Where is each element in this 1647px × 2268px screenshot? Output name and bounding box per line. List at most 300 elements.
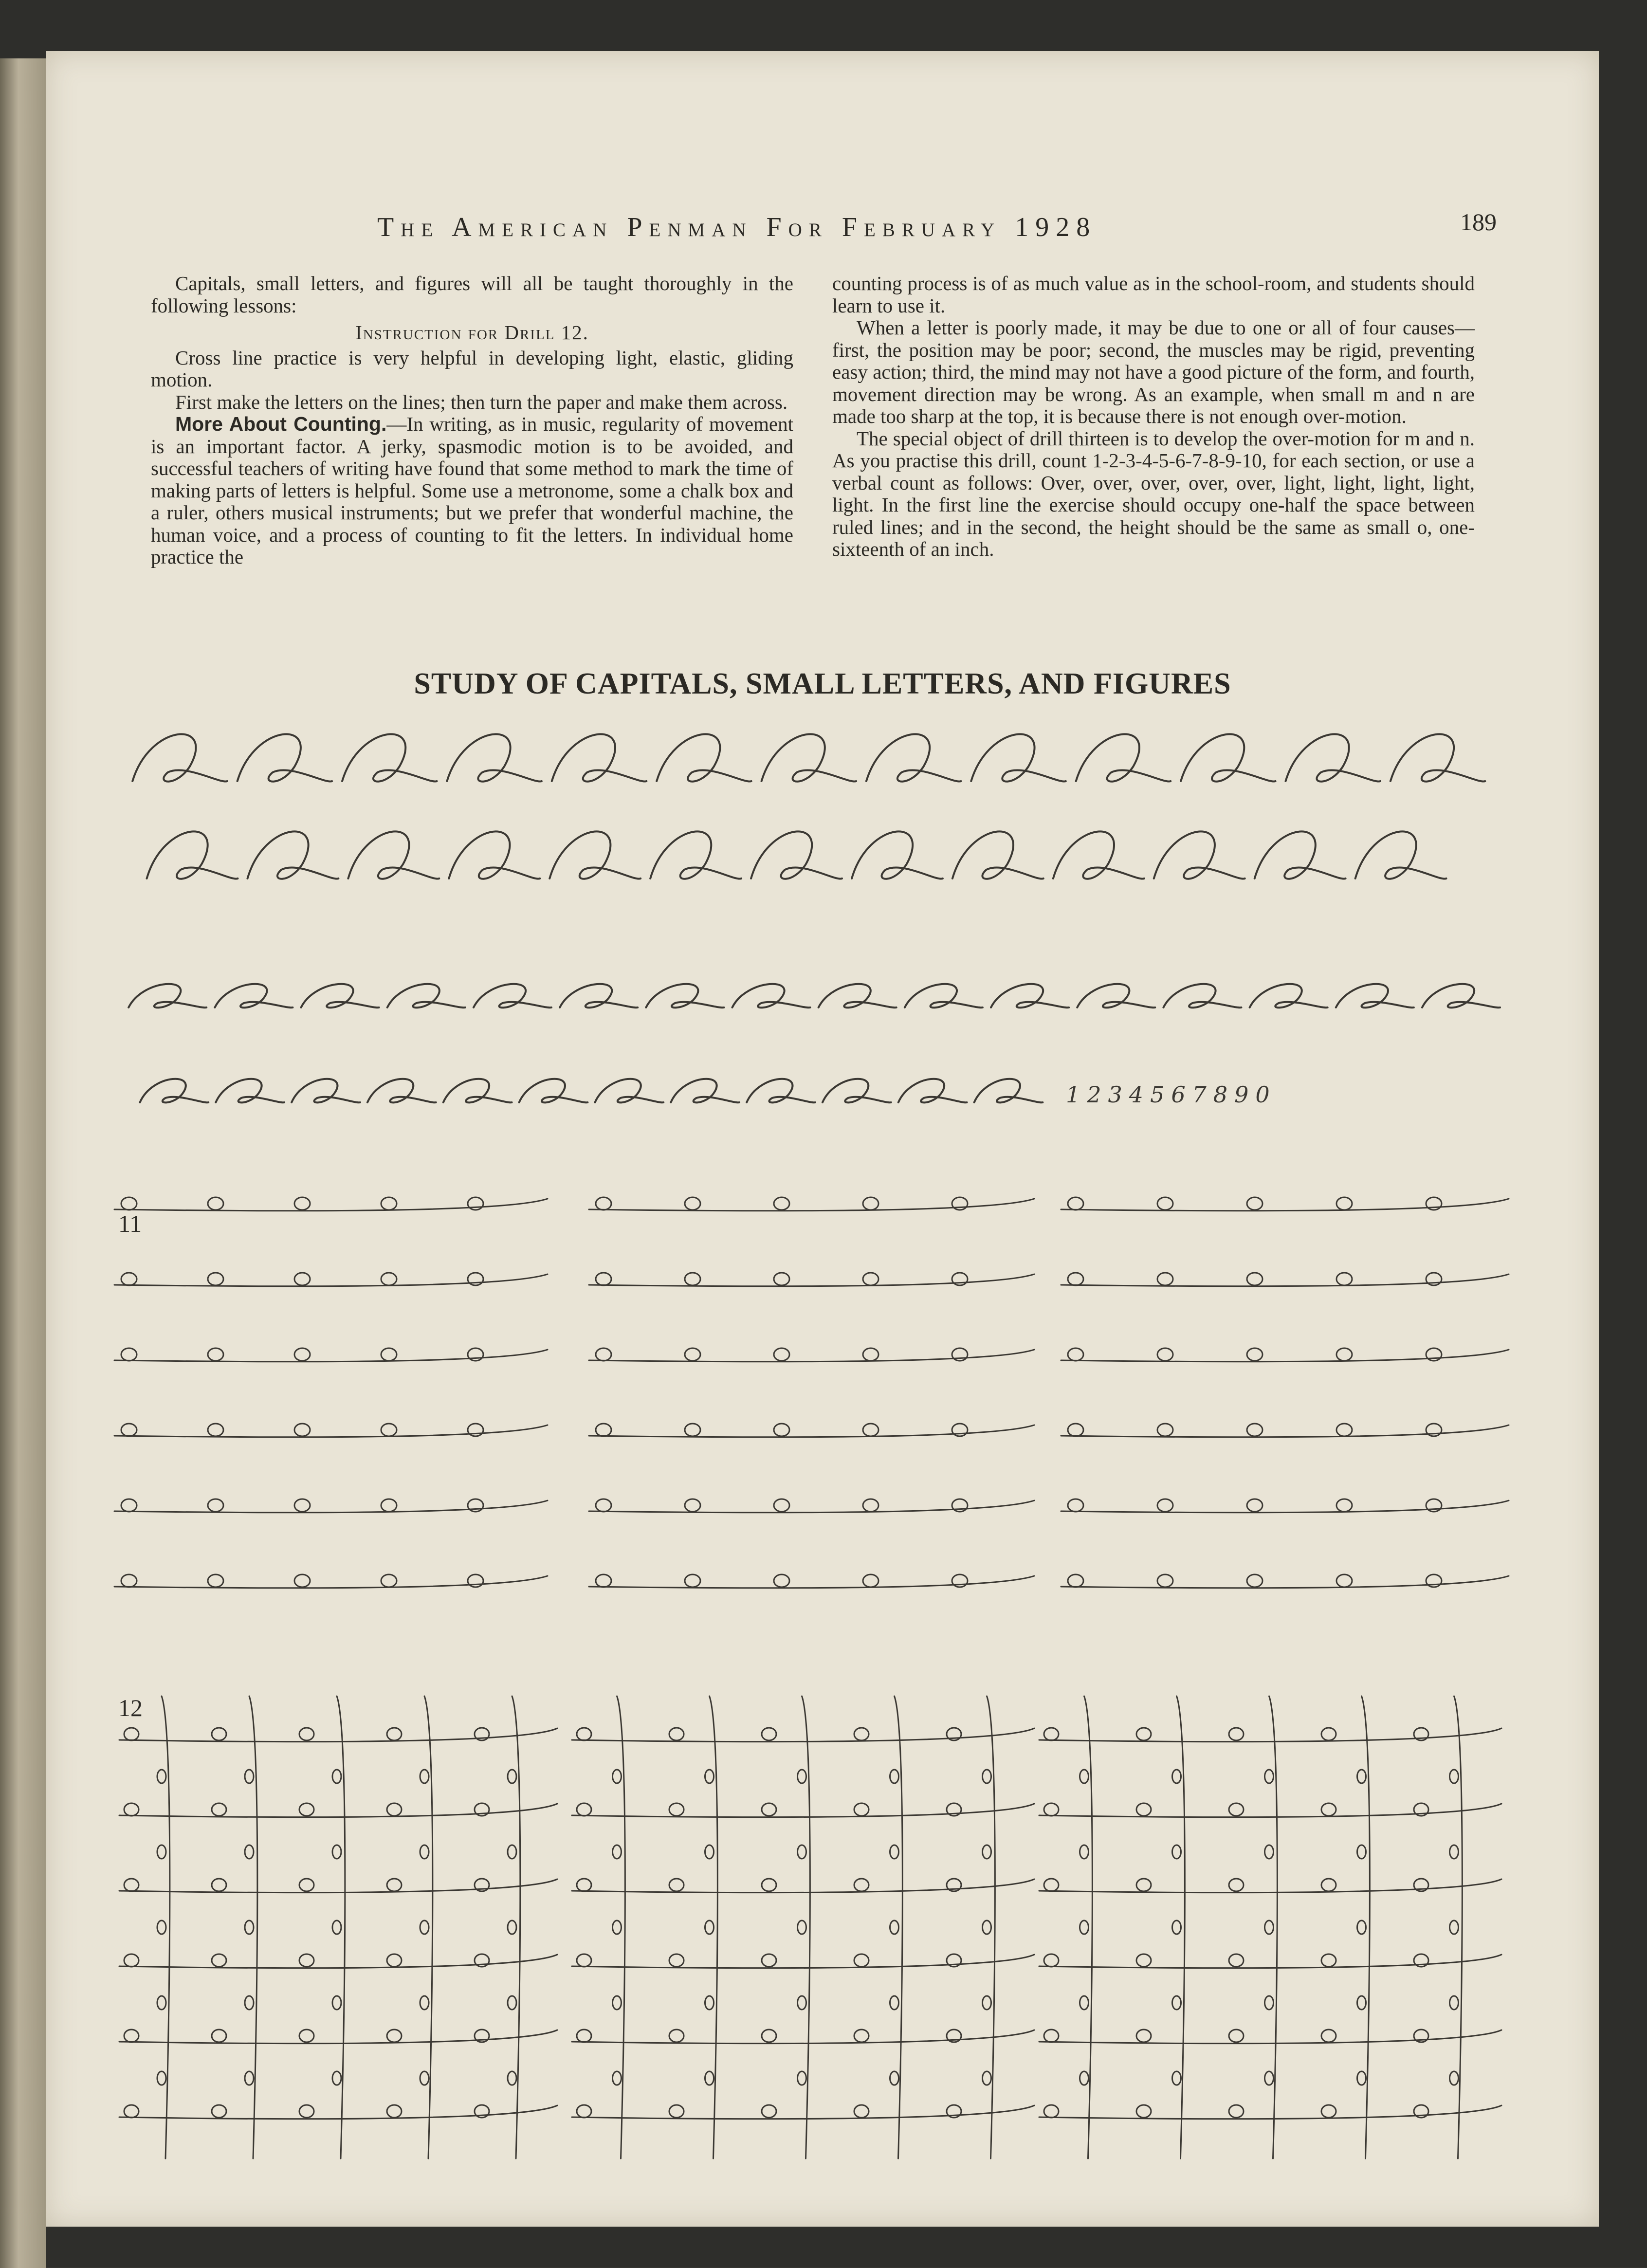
small-o-letter (774, 1273, 789, 1285)
small-o-letter (762, 1954, 776, 1967)
figures-row: 1234567890 (1066, 1081, 1277, 1108)
small-o-letter (208, 1348, 223, 1361)
horizontal-stroke (1039, 2030, 1501, 2044)
small-o-letter (1229, 1954, 1244, 1967)
script-row-capitals_2 (147, 831, 1446, 878)
small-o-letter (863, 1273, 878, 1285)
small-o-letter (1229, 1728, 1244, 1740)
small-o-letter (685, 1499, 700, 1512)
small-o-letter (685, 1424, 700, 1436)
small-o-letter (1044, 1803, 1059, 1816)
vertical-loop (508, 1996, 516, 2010)
vertical-loop (1450, 2071, 1459, 2085)
script-glyph-N (147, 831, 238, 878)
small-o-letter (1136, 2105, 1151, 2118)
small-o-letter (1247, 1499, 1263, 1512)
small-o-letter (1157, 1499, 1173, 1512)
small-o-letter (299, 1954, 314, 1967)
script-glyph-q (140, 1079, 208, 1103)
vertical-loop (245, 1996, 254, 2010)
small-o-letter (596, 1348, 611, 1361)
small-o-letter (854, 1954, 869, 1967)
small-o-letter (212, 1803, 226, 1816)
drill11-line (1061, 1273, 1509, 1286)
small-o-letter (381, 1197, 397, 1210)
script-glyph-Y (1255, 831, 1346, 878)
vertical-loop (1265, 1845, 1274, 1859)
script-glyph-g (646, 984, 724, 1008)
script-glyph-l (1077, 984, 1155, 1008)
paragraph: When a letter is poorly made, it may be due to one or all of four causes—first, the position may be poor; second, the muscles may be rigid, preventing easy action; third, the mind may not have a good picture of the form, and fourth, movement direction may be wrong. As an example, when small m and n are made too sharp at the top, it is because there is not enough over-motion. (832, 316, 1475, 427)
small-o-letter (212, 1879, 226, 1891)
vertical-loop (1172, 1920, 1181, 1934)
vertical-loop (1172, 2071, 1181, 2085)
small-o-letter (1321, 2030, 1336, 2042)
small-o-letter (1136, 1728, 1151, 1740)
small-o-letter (208, 1273, 223, 1285)
small-o-letter (596, 1499, 611, 1512)
small-o-letter (1229, 1879, 1244, 1891)
vertical-loop (613, 2071, 622, 2085)
vertical-loop (157, 1920, 166, 1934)
small-o-letter (774, 1499, 789, 1512)
small-o-letter (685, 1197, 700, 1210)
script-glyph-F (657, 734, 751, 781)
drill11-line (589, 1424, 1034, 1437)
small-o-letter (774, 1348, 789, 1361)
vertical-loop (1172, 1996, 1181, 2010)
vertical-loop (1265, 1920, 1274, 1934)
horizontal-stroke (119, 2030, 557, 2044)
vertical-loop (245, 2071, 254, 2085)
script-glyph-M (1391, 734, 1485, 781)
small-o-letter (1136, 2030, 1151, 2042)
small-o-letter (121, 1499, 137, 1512)
section-title: STUDY OF CAPITALS, SMALL LETTERS, AND FIGURES (414, 667, 1231, 700)
vertical-loop (798, 1845, 806, 1859)
script-glyph-k (991, 984, 1069, 1008)
small-o-letter (294, 1574, 310, 1587)
small-o-letter (685, 1574, 700, 1587)
script-glyph-h (732, 984, 810, 1008)
small-o-letter (387, 1803, 402, 1816)
small-o-letter (1044, 2030, 1059, 2042)
small-o-letter (854, 1803, 869, 1816)
drill11-line (1061, 1348, 1509, 1362)
script-glyph-U (852, 831, 943, 878)
small-o-letter (1068, 1499, 1083, 1512)
small-o-letter (596, 1197, 611, 1210)
vertical-loop (332, 1996, 341, 2010)
small-o-letter (387, 2030, 402, 2042)
small-o-letter (762, 1879, 776, 1891)
vertical-loop (332, 1770, 341, 1783)
small-o-letter (669, 1879, 684, 1891)
small-o-letter (1336, 1574, 1352, 1587)
script-glyph-T (751, 831, 842, 878)
vertical-loop (705, 1920, 714, 1934)
vertical-loop (613, 1920, 622, 1934)
small-o-letter (381, 1424, 397, 1436)
script-glyph-s (367, 1079, 436, 1103)
script-glyph-b (215, 984, 293, 1008)
small-o-letter (294, 1273, 310, 1285)
penmanship-illustration (46, 51, 1599, 2227)
drill11-line (589, 1273, 1034, 1286)
vertical-loop (1265, 2071, 1274, 2085)
horizontal-stroke (572, 1728, 1034, 1742)
small-o-letter (468, 1348, 483, 1361)
vertical-loop (1172, 1845, 1181, 1859)
script-row-small_1 (128, 984, 1500, 1008)
small-o-letter (1336, 1499, 1352, 1512)
script-glyph-c (301, 984, 379, 1008)
small-o-letter (1247, 1273, 1263, 1285)
script-glyph-n (1250, 984, 1328, 1008)
drill11-line (589, 1348, 1034, 1362)
vertical-loop (983, 1920, 991, 1934)
drill11-line (114, 1197, 548, 1211)
vertical-loop (332, 1920, 341, 1934)
script-glyph-f (560, 984, 638, 1008)
small-o-letter (774, 1197, 789, 1210)
small-o-letter (1336, 1197, 1352, 1210)
small-o-letter (294, 1348, 310, 1361)
vertical-loop (332, 1845, 341, 1859)
small-o-letter (381, 1499, 397, 1512)
small-o-letter (774, 1424, 789, 1436)
script-glyph-A (132, 734, 227, 781)
small-o-letter (121, 1197, 137, 1210)
script-glyph-E (552, 734, 646, 781)
paragraph: Cross line practice is very helpful in developing light, elastic, gliding motion. (151, 346, 793, 391)
script-glyph-e (474, 984, 551, 1008)
script-glyph-J (1076, 734, 1171, 781)
small-o-letter (208, 1499, 223, 1512)
vertical-loop (1265, 1996, 1274, 2010)
small-o-letter (596, 1273, 611, 1285)
script-glyph-G (762, 734, 856, 781)
small-o-letter (468, 1499, 483, 1512)
vertical-loop (983, 2071, 991, 2085)
horizontal-stroke (572, 1804, 1034, 1817)
vertical-loop (1080, 1996, 1089, 2010)
small-o-letter (1157, 1197, 1173, 1210)
vertical-loop (983, 1996, 991, 2010)
small-o-letter (1321, 1954, 1336, 1967)
small-o-letter (121, 1273, 137, 1285)
small-o-letter (596, 1574, 611, 1587)
vertical-loop (157, 1996, 166, 2010)
script-glyph-O (247, 831, 338, 878)
small-o-letter (208, 1197, 223, 1210)
small-o-letter (1229, 1803, 1244, 1816)
vertical-loop (798, 2071, 806, 2085)
vertical-loop (157, 1845, 166, 1859)
script-glyph-u (595, 1079, 663, 1103)
small-o-letter (381, 1273, 397, 1285)
drill11-line (589, 1499, 1034, 1513)
small-o-letter (1321, 1879, 1336, 1891)
small-o-letter (468, 1574, 483, 1587)
page-number: 189 (1460, 208, 1497, 236)
small-o-letter (1247, 1424, 1263, 1436)
small-o-letter (208, 1424, 223, 1436)
small-o-letter (685, 1348, 700, 1361)
small-o-letter (212, 1954, 226, 1967)
small-o-letter (762, 1728, 776, 1740)
vertical-loop (1080, 1770, 1089, 1783)
script-glyph-x (823, 1079, 891, 1103)
horizontal-stroke (572, 1955, 1034, 1968)
script-glyph-p (1422, 984, 1500, 1008)
vertical-loop (332, 2071, 341, 2085)
horizontal-stroke (119, 1728, 557, 1742)
vertical-loop (983, 1770, 991, 1783)
vertical-loop (705, 2071, 714, 2085)
small-o-letter (212, 1728, 226, 1740)
script-glyph-Q (449, 831, 540, 878)
horizontal-stroke (1039, 2105, 1501, 2119)
small-o-letter (294, 1424, 310, 1436)
script-glyph-D (447, 734, 541, 781)
script-row-small_2 (140, 1079, 1043, 1103)
small-o-letter (669, 2030, 684, 2042)
small-o-letter (1044, 1728, 1059, 1740)
drill11-line (1061, 1499, 1509, 1513)
small-o-letter (212, 2030, 226, 2042)
small-o-letter (669, 1803, 684, 1816)
small-o-letter (1336, 1273, 1352, 1285)
vertical-loop (613, 1845, 622, 1859)
vertical-loop (1357, 1920, 1366, 1934)
horizontal-stroke (119, 1804, 557, 1817)
small-o-letter (387, 2105, 402, 2118)
small-o-letter (381, 1574, 397, 1587)
small-o-letter (854, 1879, 869, 1891)
script-specimens (128, 734, 1500, 1108)
drill11-line (1061, 1574, 1509, 1588)
vertical-loop (1450, 1845, 1459, 1859)
script-glyph-w (747, 1079, 815, 1103)
vertical-loop (508, 1920, 516, 1934)
vertical-loop (245, 1770, 254, 1783)
vertical-loop (705, 1996, 714, 2010)
small-o-letter (863, 1424, 878, 1436)
small-o-letter (1229, 2105, 1244, 2118)
script-glyph-t (443, 1079, 512, 1103)
small-o-letter (1247, 1574, 1263, 1587)
script-glyph-v (671, 1079, 739, 1103)
script-glyph-V (952, 831, 1043, 878)
paragraph: Capitals, small letters, and figures will all be taught thoroughly in the following lessons: (151, 272, 793, 317)
vertical-loop (1357, 2071, 1366, 2085)
vertical-loop (508, 1845, 516, 1859)
drill12-block (1039, 1696, 1501, 2158)
small-o-letter (1247, 1348, 1263, 1361)
drill-12-exercise (119, 1696, 1501, 2158)
small-o-letter (299, 2030, 314, 2042)
paragraph: The special object of drill thirteen is to develop the over-motion for m and n. As you practise this drill, count 1-2-3-4-5-6-7-8-9-10, for each section, or use a verbal count as follows: Over, over, over, over, over, light, light, light, light, light. In the first line the exercise should occupy one-half the space between ruled lines; and in the second, the height should be the same as small o, one-sixteenth of an inch. (832, 427, 1475, 560)
small-o-letter (299, 1879, 314, 1891)
horizontal-stroke (119, 1879, 557, 1893)
drill-11-label: 11 (118, 1210, 142, 1237)
small-o-letter (1321, 1803, 1336, 1816)
script-glyph-t (519, 1079, 588, 1103)
small-o-letter (1229, 2030, 1244, 2042)
small-o-letter (1321, 2105, 1336, 2118)
drill11-line (114, 1574, 548, 1588)
small-o-letter (762, 1803, 776, 1816)
small-o-letter (577, 1803, 591, 1816)
vertical-loop (420, 1920, 429, 1934)
small-o-letter (669, 1728, 684, 1740)
script-glyph-r (292, 1079, 360, 1103)
facing-page-edge (0, 58, 46, 2268)
vertical-loop (420, 1770, 429, 1783)
small-o-letter (863, 1197, 878, 1210)
small-o-letter (381, 1348, 397, 1361)
vertical-loop (890, 1770, 899, 1783)
small-o-letter (1157, 1348, 1173, 1361)
paragraph: counting process is of as much value as in the school-room, and students should learn to use it. (832, 272, 1475, 317)
small-o-letter (387, 1879, 402, 1891)
script-glyph-r (216, 1079, 284, 1103)
script-glyph-S (650, 831, 741, 878)
vertical-loop (890, 2071, 899, 2085)
small-o-letter (1068, 1197, 1083, 1210)
vertical-loop (1080, 1920, 1089, 1934)
script-glyph-Z (1355, 831, 1446, 878)
drill11-line (589, 1574, 1034, 1588)
script-glyph-W (1053, 831, 1144, 878)
script-glyph-a (128, 984, 206, 1008)
small-o-letter (863, 1574, 878, 1587)
small-o-letter (1136, 1803, 1151, 1816)
small-o-letter (1068, 1273, 1083, 1285)
script-glyph-z (974, 1079, 1043, 1103)
script-glyph-d (387, 984, 465, 1008)
drill11-line (589, 1197, 1034, 1211)
small-o-letter (121, 1348, 137, 1361)
horizontal-stroke (1039, 1955, 1501, 1968)
vertical-loop (890, 1845, 899, 1859)
script-glyph-B (238, 734, 332, 781)
small-o-letter (774, 1574, 789, 1587)
small-o-letter (124, 2030, 139, 2042)
small-o-letter (685, 1273, 700, 1285)
small-o-letter (294, 1499, 310, 1512)
small-o-letter (669, 2105, 684, 2118)
small-o-letter (299, 1803, 314, 1816)
vertical-loop (157, 2071, 166, 2085)
paragraph: First make the letters on the lines; then turn the paper and make them across. (175, 390, 788, 413)
horizontal-stroke (1039, 1804, 1501, 1817)
horizontal-stroke (1039, 1879, 1501, 1893)
small-o-letter (387, 1954, 402, 1967)
drill11-line (114, 1499, 548, 1513)
run-in-heading: More About Counting. (175, 413, 387, 435)
vertical-loop (420, 2071, 429, 2085)
small-o-letter (762, 2030, 776, 2042)
script-glyph-K (1181, 734, 1275, 781)
small-o-letter (1044, 1954, 1059, 1967)
drill-12-label: 12 (118, 1694, 143, 1721)
drill11-line (114, 1424, 548, 1437)
small-o-letter (124, 1728, 139, 1740)
small-o-letter (577, 1728, 591, 1740)
small-o-letter (294, 1197, 310, 1210)
small-o-letter (1336, 1424, 1352, 1436)
vertical-loop (508, 2071, 516, 2085)
horizontal-stroke (1039, 1728, 1501, 1742)
vertical-loop (798, 1920, 806, 1934)
vertical-loop (157, 1770, 166, 1783)
script-glyph-L (1285, 734, 1380, 781)
small-o-letter (468, 1424, 483, 1436)
small-o-letter (854, 2105, 869, 2118)
magazine-page (46, 51, 1599, 2227)
small-o-letter (863, 1499, 878, 1512)
vertical-loop (613, 1996, 622, 2010)
vertical-loop (508, 1770, 516, 1783)
drill11-line (1061, 1197, 1509, 1211)
small-o-letter (212, 2105, 226, 2118)
horizontal-stroke (572, 1879, 1034, 1893)
vertical-loop (245, 1845, 254, 1859)
script-glyph-P (348, 831, 439, 878)
vertical-loop (705, 1770, 714, 1783)
paragraph-text: —In writing, as in music, regularity of movement is an important factor. A jerky, spasmodic motion is to be avoided, and successful teachers of writing have found that some method to mark the time of making parts of letters is helpful. Some use a metronome, some a chalk box and a ruler, others musical instruments; but we prefer that wonderful machine, the human voice, and a process of counting to fit the letters. In individual home practice the (151, 413, 793, 568)
small-o-letter (1068, 1574, 1083, 1587)
small-o-letter (299, 1728, 314, 1740)
vertical-loop (1450, 1996, 1459, 2010)
small-o-letter (577, 2030, 591, 2042)
script-glyph-R (549, 831, 640, 878)
horizontal-stroke (572, 2105, 1034, 2119)
script-glyph-i (819, 984, 897, 1008)
small-o-letter (669, 1954, 684, 1967)
vertical-loop (798, 1770, 806, 1783)
small-o-letter (854, 1728, 869, 1740)
small-o-letter (121, 1574, 137, 1587)
small-o-letter (468, 1197, 483, 1210)
small-o-letter (1157, 1574, 1173, 1587)
horizontal-stroke (572, 2030, 1034, 2044)
horizontal-stroke (119, 1955, 557, 1968)
vertical-loop (890, 1996, 899, 2010)
small-o-letter (1068, 1424, 1083, 1436)
small-o-letter (124, 1803, 139, 1816)
script-glyph-H (866, 734, 961, 781)
small-o-letter (577, 1954, 591, 1967)
vertical-loop (1172, 1770, 1181, 1783)
small-o-letter (1044, 1879, 1059, 1891)
small-o-letter (299, 2105, 314, 2118)
vertical-loop (1450, 1770, 1459, 1783)
small-o-letter (1136, 1879, 1151, 1891)
small-o-letter (854, 2030, 869, 2042)
small-o-letter (577, 2105, 591, 2118)
vertical-loop (798, 1996, 806, 2010)
vertical-loop (890, 1920, 899, 1934)
small-o-letter (577, 1879, 591, 1891)
script-glyph-X (1154, 831, 1245, 878)
small-o-letter (1336, 1348, 1352, 1361)
small-o-letter (1247, 1197, 1263, 1210)
small-o-letter (387, 1728, 402, 1740)
script-glyph-m (1163, 984, 1241, 1008)
